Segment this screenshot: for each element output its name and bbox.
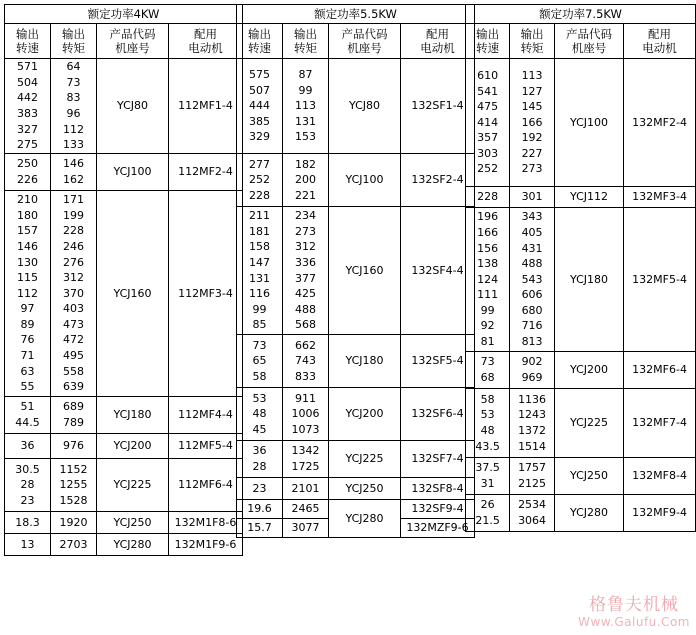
torque-cell: 1920 <box>51 512 97 534</box>
torque-cell: 64 73 83 96 112 133 <box>51 59 97 154</box>
speed-cell: 211 181 158 147 131 116 99 85 <box>237 207 283 335</box>
table-row <box>237 154 475 207</box>
motor-cell: 132SF5-4 <box>401 335 475 388</box>
speed-cell: 53 48 45 <box>237 388 283 441</box>
table-row <box>466 458 696 495</box>
table-row <box>5 512 243 534</box>
torque-cell: 1152 1255 1528 <box>51 459 97 512</box>
col-header-output-torque: 输出 转矩 <box>510 24 555 59</box>
torque-cell: 2534 3064 <box>510 495 555 532</box>
col-header-product-code: 产品代码 机座号 <box>554 24 623 59</box>
col-header-output-speed: 输出 转速 <box>466 24 510 59</box>
column-header-row <box>466 24 696 59</box>
speed-cell: 36 28 <box>237 441 283 478</box>
code-cell: YCJ200 <box>554 352 623 389</box>
col-header-output-speed: 输出 转速 <box>5 24 51 59</box>
col-header-motor: 配用 电动机 <box>169 24 243 59</box>
torque-cell: 146 162 <box>51 154 97 191</box>
torque-cell: 976 <box>51 434 97 459</box>
motor-cell: 132SF6-4 <box>401 388 475 441</box>
table-row <box>466 187 696 208</box>
torque-cell: 171 199 228 246 276 312 370 403 473 472 495 558 639 <box>51 191 97 397</box>
code-cell: YCJ200 <box>97 434 169 459</box>
motor-cell: 112MF3-4 <box>169 191 243 397</box>
code-cell: YCJ225 <box>329 441 401 478</box>
motor-cell: 112MF4-4 <box>169 397 243 434</box>
torque-cell: 2703 <box>51 534 97 556</box>
table-row <box>237 441 475 478</box>
speed-cell: 575 507 444 385 329 <box>237 59 283 154</box>
motor-cell: 132SF4-4 <box>401 207 475 335</box>
speed-cell: 277 252 228 <box>237 154 283 207</box>
torque-cell: 301 <box>510 187 555 208</box>
motor-cell: 132M1F9-6 <box>169 534 243 556</box>
torque-cell: 662 743 833 <box>283 335 329 388</box>
torque-cell: 689 789 <box>51 397 97 434</box>
watermark-line2: Www.Galufu.Com <box>578 615 690 629</box>
code-cell: YCJ180 <box>97 397 169 434</box>
code-cell: YCJ280 <box>329 500 401 538</box>
torque-cell: 343 405 431 488 543 606 680 716 813 <box>510 208 555 352</box>
speed-cell: 73 68 <box>466 352 510 389</box>
speed-cell: 571 504 442 383 327 275 <box>5 59 51 154</box>
group-header: 额定功率7.5KW <box>466 5 696 24</box>
table-row <box>237 335 475 388</box>
torque-cell: 2465 <box>283 500 329 519</box>
torque-cell: 182 200 221 <box>283 154 329 207</box>
column-header-row <box>5 24 243 59</box>
speed-cell: 23 <box>237 478 283 500</box>
table-row <box>5 191 243 397</box>
speed-cell: 250 226 <box>5 154 51 191</box>
speed-cell: 13 <box>5 534 51 556</box>
motor-cell: 132MF8-4 <box>624 458 696 495</box>
code-cell: YCJ250 <box>554 458 623 495</box>
table-row <box>237 207 475 335</box>
speed-cell: 210 180 157 146 130 115 112 97 89 76 71 63 55 <box>5 191 51 397</box>
code-cell: YCJ160 <box>97 191 169 397</box>
speed-cell: 19.6 <box>237 500 283 519</box>
motor-cell: 112MF2-4 <box>169 154 243 191</box>
motor-cell: 132MF5-4 <box>624 208 696 352</box>
table-row <box>466 495 696 532</box>
table-row <box>466 389 696 458</box>
motor-cell: 132MF2-4 <box>624 59 696 187</box>
code-cell: YCJ80 <box>97 59 169 154</box>
code-cell: YCJ100 <box>329 154 401 207</box>
torque-cell: 3077 <box>283 519 329 538</box>
motor-cell: 132SF7-4 <box>401 441 475 478</box>
table-row <box>237 388 475 441</box>
table-row <box>237 59 475 154</box>
motor-cell: 132M1F8-6 <box>169 512 243 534</box>
speed-cell: 30.5 28 23 <box>5 459 51 512</box>
watermark-line1: 格鲁夫机械 <box>589 595 680 615</box>
torque-cell: 1342 1725 <box>283 441 329 478</box>
code-cell: YCJ225 <box>97 459 169 512</box>
speed-cell: 15.7 <box>237 519 283 538</box>
speed-cell: 26 21.5 <box>466 495 510 532</box>
speed-cell: 196 166 156 138 124 111 99 92 81 <box>466 208 510 352</box>
code-cell: YCJ250 <box>329 478 401 500</box>
code-cell: YCJ80 <box>329 59 401 154</box>
code-cell: YCJ180 <box>554 208 623 352</box>
speed-cell: 228 <box>466 187 510 208</box>
col-header-motor: 配用 电动机 <box>624 24 696 59</box>
motor-cell: 132SF8-4 <box>401 478 475 500</box>
motor-cell: 132MF3-4 <box>624 187 696 208</box>
col-header-output-torque: 输出 转矩 <box>51 24 97 59</box>
col-header-product-code: 产品代码 机座号 <box>329 24 401 59</box>
group-header-row <box>466 5 696 24</box>
motor-cell: 132MZF9-6 <box>401 519 475 538</box>
speed-cell: 610 541 475 414 357 303 252 <box>466 59 510 187</box>
motor-cell: 112MF6-4 <box>169 459 243 512</box>
code-cell: YCJ200 <box>329 388 401 441</box>
group-header: 额定功率5.5KW <box>237 5 475 24</box>
code-cell: YCJ112 <box>554 187 623 208</box>
code-cell: YCJ250 <box>97 512 169 534</box>
watermark <box>578 590 690 629</box>
column-header-row <box>237 24 475 59</box>
motor-cell: 112MF5-4 <box>169 434 243 459</box>
torque-cell: 902 969 <box>510 352 555 389</box>
code-cell: YCJ100 <box>554 59 623 187</box>
motor-cell: 132MF7-4 <box>624 389 696 458</box>
code-cell: YCJ100 <box>97 154 169 191</box>
code-cell: YCJ160 <box>329 207 401 335</box>
table-row <box>5 397 243 434</box>
col-header-product-code: 产品代码 机座号 <box>97 24 169 59</box>
torque-cell: 1136 1243 1372 1514 <box>510 389 555 458</box>
speed-cell: 18.3 <box>5 512 51 534</box>
code-cell: YCJ280 <box>554 495 623 532</box>
table-row <box>466 208 696 352</box>
motor-cell: 112MF1-4 <box>169 59 243 154</box>
power-block-4kw <box>4 4 243 556</box>
table-row <box>5 459 243 512</box>
speed-cell: 36 <box>5 434 51 459</box>
torque-cell: 234 273 312 336 377 425 488 568 <box>283 207 329 335</box>
torque-cell: 1757 2125 <box>510 458 555 495</box>
torque-cell: 2101 <box>283 478 329 500</box>
motor-cell: 132SF1-4 <box>401 59 475 154</box>
code-cell: YCJ180 <box>329 335 401 388</box>
col-header-output-torque: 输出 转矩 <box>283 24 329 59</box>
torque-cell: 911 1006 1073 <box>283 388 329 441</box>
speed-cell: 51 44.5 <box>5 397 51 434</box>
speed-cell: 58 53 48 43.5 <box>466 389 510 458</box>
col-header-motor: 配用 电动机 <box>401 24 475 59</box>
group-header-row <box>237 5 475 24</box>
table-row <box>5 434 243 459</box>
speed-cell: 73 65 58 <box>237 335 283 388</box>
table-row <box>237 478 475 500</box>
motor-cell: 132SF2-4 <box>401 154 475 207</box>
group-header-row <box>5 5 243 24</box>
table-row <box>237 500 475 519</box>
code-cell: YCJ225 <box>554 389 623 458</box>
table-row <box>5 534 243 556</box>
power-block-7_5kw <box>465 4 696 532</box>
speed-cell: 37.5 31 <box>466 458 510 495</box>
table-row <box>466 352 696 389</box>
motor-cell: 132SF9-4 <box>401 500 475 519</box>
group-header: 额定功率4KW <box>5 5 243 24</box>
table-row <box>5 154 243 191</box>
torque-cell: 113 127 145 166 192 227 273 <box>510 59 555 187</box>
col-header-output-speed: 输出 转速 <box>237 24 283 59</box>
motor-cell: 132MF9-4 <box>624 495 696 532</box>
power-block-5_5kw <box>236 4 475 538</box>
table-row <box>5 59 243 154</box>
motor-cell: 132MF6-4 <box>624 352 696 389</box>
code-cell: YCJ280 <box>97 534 169 556</box>
table-row <box>466 59 696 187</box>
torque-cell: 87 99 113 131 153 <box>283 59 329 154</box>
